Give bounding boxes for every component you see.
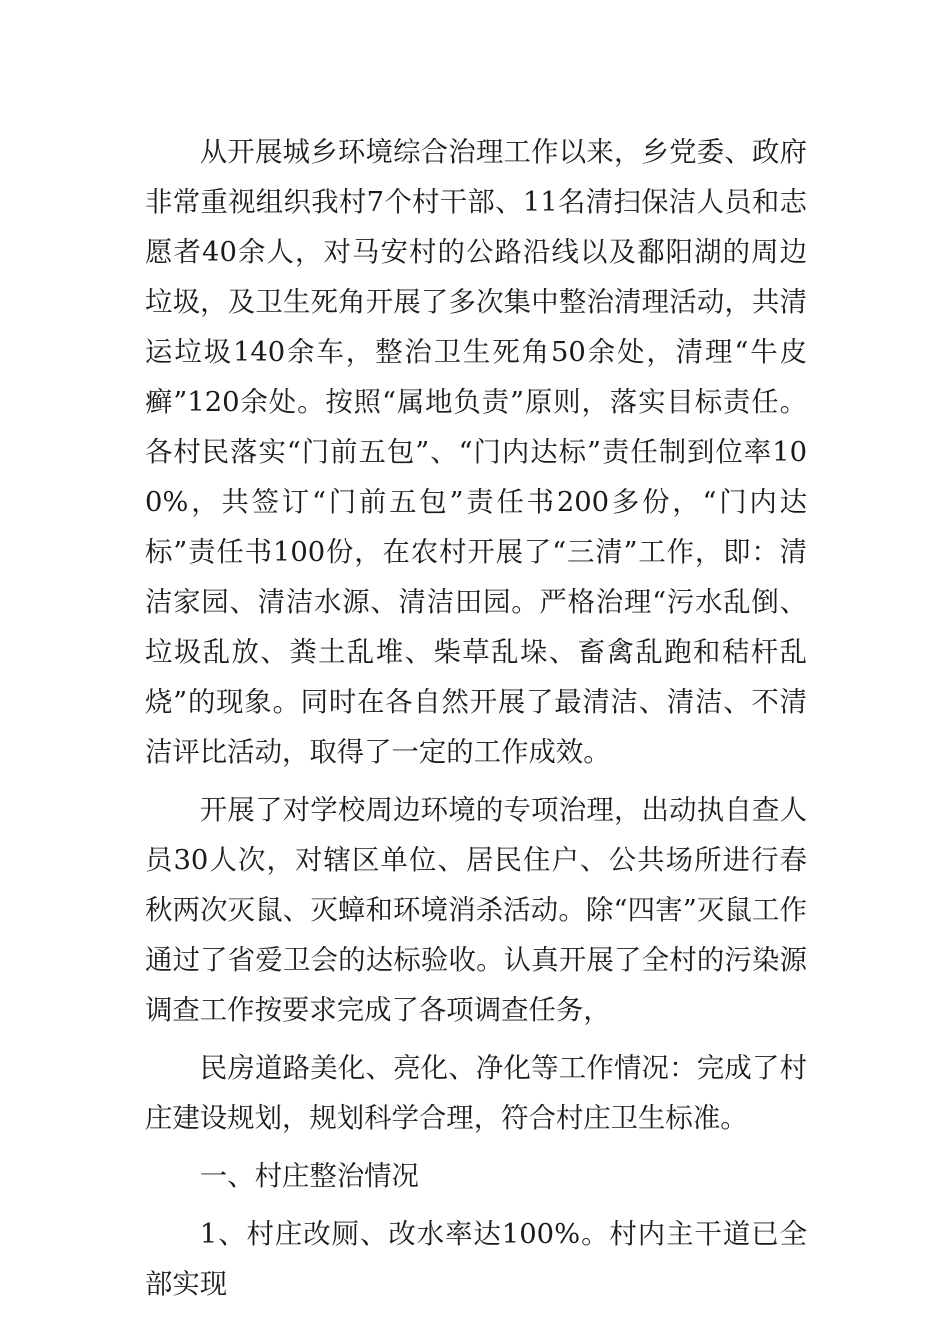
paragraph-sanitation-campaign: 从开展城乡环境综合治理工作以来，乡党委、政府非常重视组织我村7个村干部、11名清扫保洁人员和志愿者40余人，对马安村的公路沿线以及鄱阳湖的周边垃圾，及卫生死角开展了多次集中整治清理活动，共清运垃圾140余车，整治卫生死角50余处，清理“牛皮癣”120余处。按照“属地负责”原则，落实目标责任。各村民落实“门前五包”、“门内达标”责任制到位率100%，共签订“门前五包”责任书200多份，“门内达标”责任书100份，在农村开展了“三清”工作，即：清洁家园、清洁水源、清洁田园。严格治理“污水乱倒、垃圾乱放、粪土乱堆、柴草乱垛、畜禽乱跑和秸杆乱烧”的现象。同时在各自然开展了最清洁、清洁、不清洁评比活动，取得了一定的工作成效。 (145, 137, 807, 768)
paragraph-toilet-water-reform: 1、村庄改厕、改水率达100%。村内主干道已全部实现 (145, 1219, 807, 1300)
paragraph-housing-roads: 民房道路美化、亮化、净化等工作情况：完成了村庄建设规划，规划科学合理，符合村庄卫生标准。 (145, 1053, 807, 1134)
section-heading-village-renovation: 一、村庄整治情况 (199, 1161, 419, 1192)
document-body (145, 128, 807, 1318)
paragraph-school-environment: 开展了对学校周边环境的专项治理，出动执自查人员30人次，对辖区单位、居民住户、公共场所进行春秋两次灭鼠、灭蟑和环境消杀活动。除“四害”灭鼠工作通过了省爱卫会的达标验收。认真开展了全村的污染源调查工作按要求完成了各项调查任务， (145, 795, 807, 1026)
